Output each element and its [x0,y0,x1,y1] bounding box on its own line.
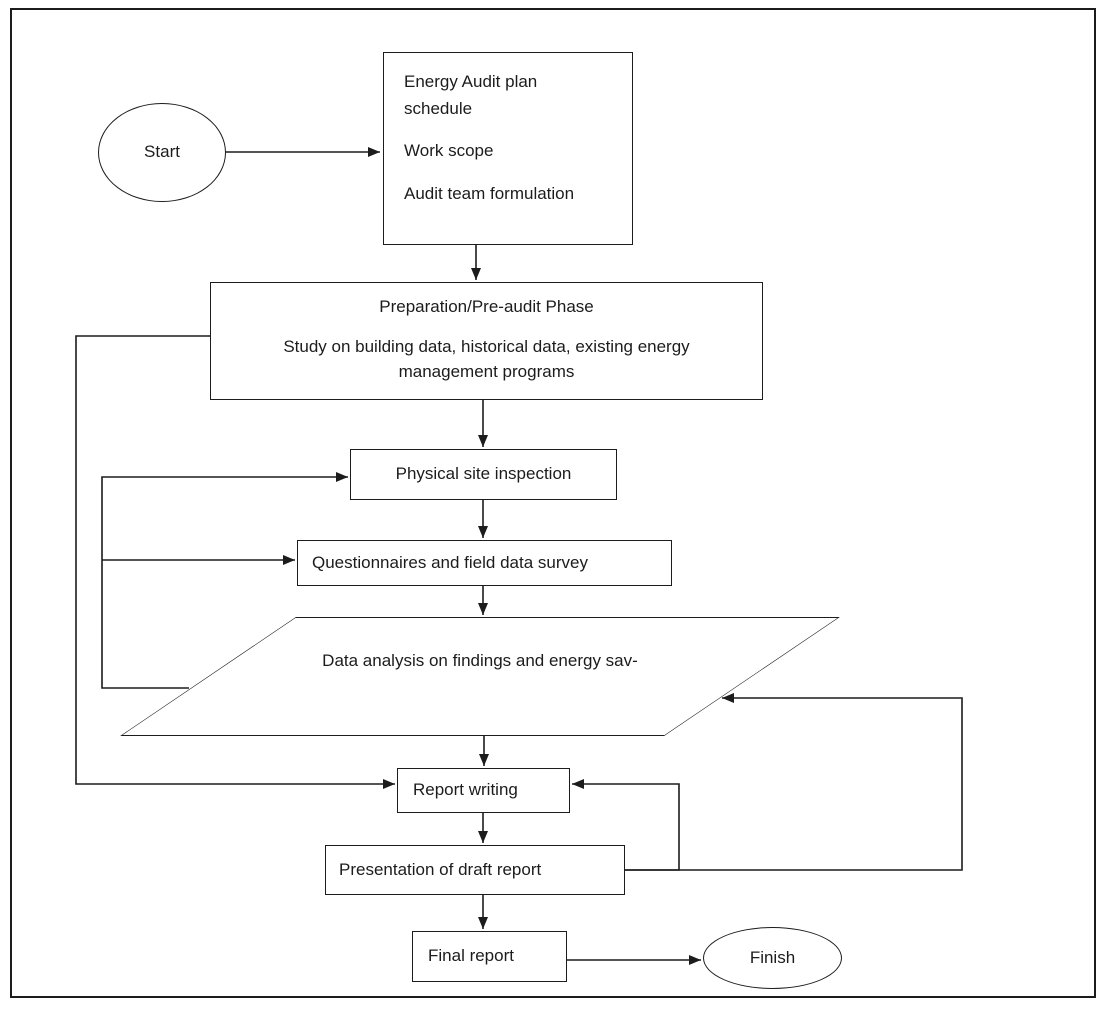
report-writing-label: Report writing [413,780,518,800]
physical-inspection-label: Physical site inspection [395,464,572,484]
final-report-box [412,931,567,982]
draft-report-box [325,845,625,895]
preparation-phase-box [210,282,763,400]
questionnaires-box [297,540,672,586]
finish-terminator [703,927,842,989]
report-writing-box [397,768,570,813]
plan-schedule-box [383,52,633,245]
preparation-body: Study on building data, historical data, existing energy management programs [283,336,690,382]
physical-inspection-box [350,449,617,500]
start-label: Start [144,142,180,162]
plan-item-schedule: Energy Audit plan schedule [404,72,538,119]
final-report-label: Final report [428,946,514,966]
start-terminator [98,103,226,202]
data-analysis-label: Data analysis on findings and energy sav- [322,651,638,670]
questionnaires-label: Questionnaires and field data survey [312,552,588,572]
preparation-title: Preparation/Pre-audit Phase [379,297,594,316]
plan-item-work-scope: Work scope [404,141,494,161]
finish-label: Finish [749,947,796,967]
draft-report-label: Presentation of draft report [339,859,542,879]
plan-item-audit-team: Audit team formulation [404,183,575,203]
